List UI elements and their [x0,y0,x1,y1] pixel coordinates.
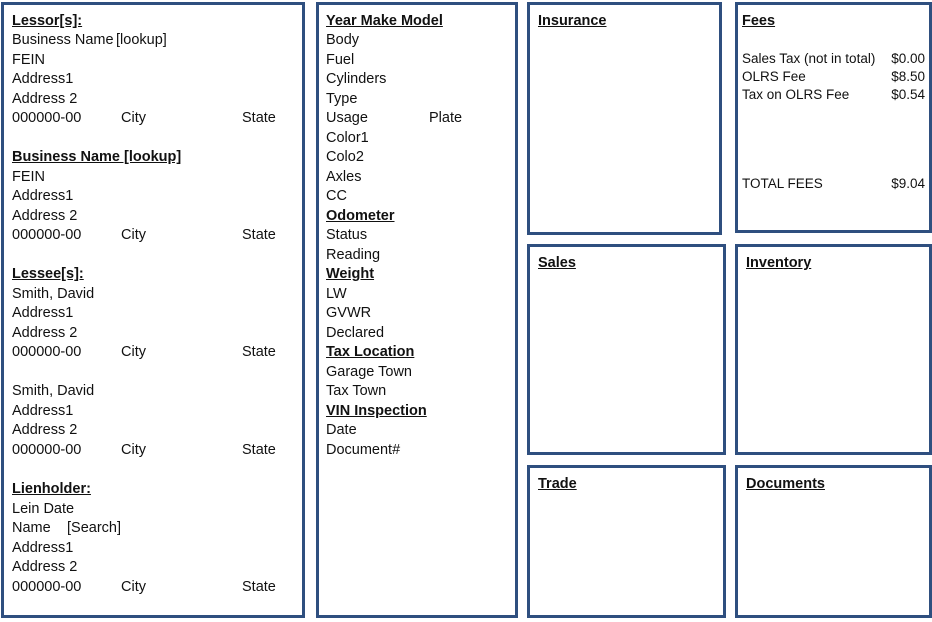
lienholder-address2: Address 2 [12,559,78,575]
odometer-status: Status [326,227,368,243]
lessor2-business-name-lookup[interactable]: Business Name [lookup] [12,149,182,165]
fees-tax-on-olrs-value: $0.54 [891,87,925,102]
lessee2-zip: 000000-00 [12,442,82,458]
lessor2-zip: 000000-00 [12,227,82,243]
sales-header: Sales [538,255,576,271]
lessor1-lookup-link[interactable]: [lookup] [116,32,167,48]
lessor2-address1: Address1 [12,188,74,204]
vehicle-panel [316,2,518,618]
vin-inspection-header: VIN Inspection [326,403,427,419]
lessee1-address2: Address 2 [12,325,78,341]
lessor1-state: State [242,110,276,126]
lienholder-header: Lienholder: [12,481,91,497]
fees-tax-on-olrs-label: Tax on OLRS Fee [742,87,850,102]
fees-total-label: TOTAL FEES [742,176,823,191]
lienholder-search-link[interactable]: [Search] [67,520,121,536]
parties-panel [1,2,305,618]
trade-header: Trade [538,476,577,492]
lessor1-city: City [121,110,146,126]
vehicle-color1: Color1 [326,130,369,146]
lessee2-state: State [242,442,276,458]
lessee1-name: Smith, David [12,286,95,302]
weight-declared: Declared [326,325,385,341]
lienholder-city: City [121,579,146,595]
lienholder-zip: 000000-00 [12,579,82,595]
vin-inspection-document: Document# [326,442,401,458]
vehicle-cc: CC [326,188,347,204]
lessee1-address1: Address1 [12,305,74,321]
fees-total-value: $9.04 [891,176,925,191]
vehicle-body: Body [326,32,360,48]
vehicle-fuel: Fuel [326,52,355,68]
fees-olrs-fee-value: $8.50 [891,69,925,84]
lessor2-fein: FEIN [12,169,46,185]
vin-inspection-date: Date [326,422,357,438]
lessor1-address1: Address1 [12,71,74,87]
fees-panel [735,2,932,233]
lessee2-name: Smith, David [12,383,95,399]
fees-sales-tax-value: $0.00 [891,51,925,66]
inventory-header: Inventory [746,255,812,271]
weight-lw: LW [326,286,347,302]
vehicle-year-make-model-header: Year Make Model [326,13,443,29]
documents-header: Documents [746,476,825,492]
vehicle-plate: Plate [429,110,463,126]
lessor1-fein: FEIN [12,52,46,68]
tax-location-garage-town: Garage Town [326,364,412,380]
vehicle-color2: Colo2 [326,149,364,165]
fees-header: Fees [742,13,776,29]
vehicle-type: Type [326,91,358,107]
trade-panel [527,465,726,618]
vehicle-axles: Axles [326,169,362,185]
insurance-panel [527,2,722,235]
inventory-panel [735,244,932,455]
odometer-header: Odometer [326,208,395,224]
lessor2-address2: Address 2 [12,208,78,224]
lessee1-state: State [242,344,276,360]
tax-location-header: Tax Location [326,344,415,360]
lessor1-address2: Address 2 [12,91,78,107]
lessor1-business-name: Business Name [12,32,114,48]
lessor2-city: City [121,227,146,243]
lessee1-zip: 000000-00 [12,344,82,360]
lienholder-address1: Address1 [12,540,74,556]
lessee2-city: City [121,442,146,458]
weight-gvwr: GVWR [326,305,372,321]
documents-panel [735,465,932,618]
vehicle-cylinders: Cylinders [326,71,387,87]
lessee1-city: City [121,344,146,360]
insurance-header: Insurance [538,13,607,29]
lessees-header: Lessee[s]: [12,266,84,282]
fees-sales-tax-label: Sales Tax (not in total) [742,51,876,66]
lessor1-zip: 000000-00 [12,110,82,126]
vehicle-usage: Usage [326,110,368,126]
sales-panel [527,244,726,455]
lessors-header: Lessor[s]: [12,13,83,29]
lessee2-address1: Address1 [12,403,74,419]
tax-location-tax-town: Tax Town [326,383,387,399]
fees-olrs-fee-label: OLRS Fee [742,69,806,84]
lessee2-address2: Address 2 [12,422,78,438]
lienholder-state: State [242,579,276,595]
weight-header: Weight [326,266,375,282]
odometer-reading: Reading [326,247,381,263]
lienholder-name: Name [12,520,51,536]
lessor2-state: State [242,227,276,243]
lienholder-lien-date: Lein Date [12,501,75,517]
